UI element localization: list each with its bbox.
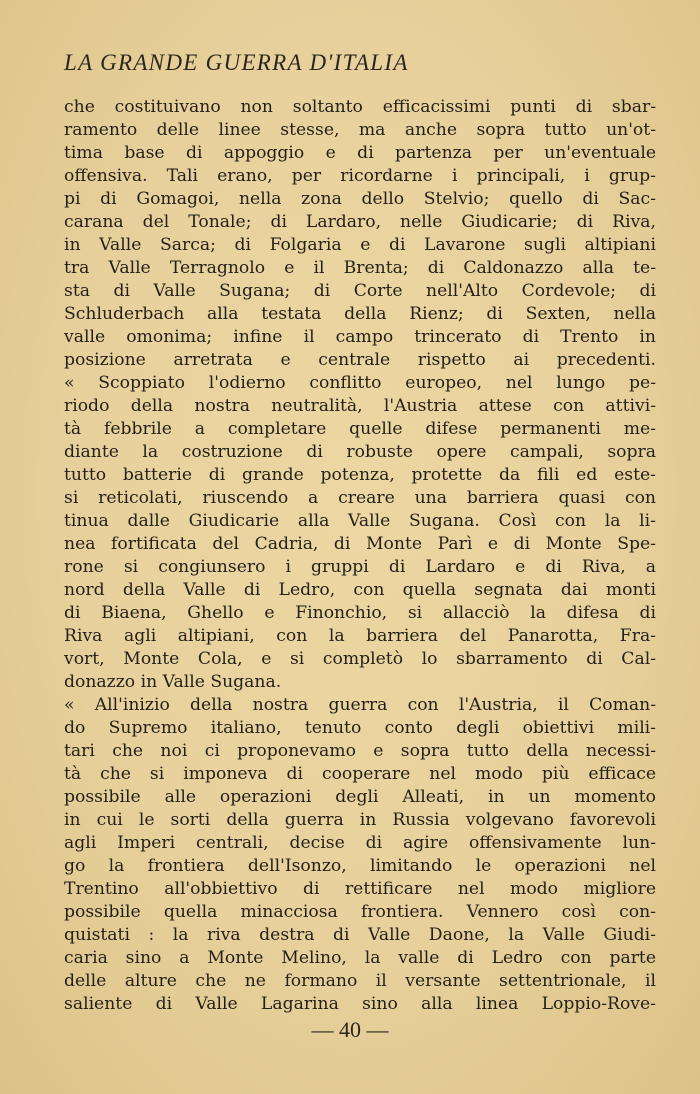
running-head: LA GRANDE GUERRA D'ITALIA bbox=[64, 50, 409, 75]
text-line: caria sino a Monte Melino, la valle di Ledro con parte bbox=[64, 948, 656, 968]
text-line: che costituivano non soltanto efficacissimi punti di sbar- bbox=[64, 97, 656, 117]
text-line: Schluderbach alla testata della Rienz; di Sexten, nella bbox=[64, 304, 656, 324]
text-line: quistati : la riva destra di Valle Daone, la Valle Giudi- bbox=[64, 925, 656, 945]
text-line: tutto batterie di grande potenza, protette da fili ed este- bbox=[64, 465, 656, 485]
text-line: valle omonima; infine il campo trincerato di Trento in bbox=[64, 327, 656, 347]
text-line: sta di Valle Sugana; di Corte nell'Alto Cordevole; di bbox=[64, 281, 656, 301]
text-line: carana del Tonale; di Lardaro, nelle Giudicarie; di Riva, bbox=[64, 212, 656, 232]
text-line: Riva agli altipiani, con la barriera del Panarotta, Fra- bbox=[64, 626, 656, 646]
text-line: nea fortificata del Cadria, di Monte Parì e di Monte Spe- bbox=[64, 534, 656, 554]
body-text bbox=[64, 96, 656, 1016]
text-line: rone si congiunsero i gruppi di Lardaro e di Riva, a bbox=[64, 557, 656, 577]
text-line: tra Valle Terragnolo e il Brenta; di Caldonazzo alla te- bbox=[64, 258, 656, 278]
text-line: Trentino all'obbiettivo di rettificare nel modo migliore bbox=[64, 879, 656, 899]
text-line: saliente di Valle Lagarina sino alla linea Loppio-Rove- bbox=[64, 994, 656, 1014]
text-line: posizione arretrata e centrale rispetto ai precedenti. bbox=[64, 350, 656, 370]
text-line: agli Imperi centrali, decise di agire offensivamente lun- bbox=[64, 833, 656, 853]
text-line: tinua dalle Giudicarie alla Valle Sugana. Così con la li- bbox=[64, 511, 656, 531]
text-line: go la frontiera dell'Isonzo, limitando le operazioni nel bbox=[64, 856, 656, 876]
text-line: pi di Gomagoi, nella zona dello Stelvio; quello di Sac- bbox=[64, 189, 656, 209]
text-line: « Scoppiato l'odierno conflitto europeo, nel lungo pe- bbox=[64, 373, 656, 393]
text-line: delle alture che ne formano il versante settentrionale, il bbox=[64, 971, 656, 991]
text-line: vort, Monte Cola, e si completò lo sbarramento di Cal- bbox=[64, 649, 656, 669]
text-line: donazzo in Valle Sugana. bbox=[64, 672, 282, 692]
text-line: si reticolati, riuscendo a creare una barriera quasi con bbox=[64, 488, 656, 508]
text-line: ramento delle linee stesse, ma anche sopra tutto un'ot- bbox=[64, 120, 656, 140]
text-line: tari che noi ci proponevamo e sopra tutto della necessi- bbox=[64, 741, 656, 761]
text-line: possibile alle operazioni degli Alleati, in un momento bbox=[64, 787, 656, 807]
text-line: tà febbrile a completare quelle difese permanenti me- bbox=[64, 419, 656, 439]
text-line: tima base di appoggio e di partenza per un'eventuale bbox=[64, 143, 656, 163]
text-line: do Supremo italiano, tenuto conto degli obiettivi mili- bbox=[64, 718, 656, 738]
text-line: « All'inizio della nostra guerra con l'Austria, il Coman- bbox=[64, 695, 656, 715]
text-line: di Biaena, Ghello e Finonchio, si allacciò la difesa di bbox=[64, 603, 656, 623]
text-line: diante la costruzione di robuste opere campali, sopra bbox=[64, 442, 656, 462]
text-line: in cui le sorti della guerra in Russia volgevano favorevoli bbox=[64, 810, 656, 830]
text-line: tà che si imponeva di cooperare nel modo più efficace bbox=[64, 764, 656, 784]
text-line: riodo della nostra neutralità, l'Austria attese con attivi- bbox=[64, 396, 656, 416]
page-number: — 40 — bbox=[311, 1017, 389, 1042]
text-line: nord della Valle di Ledro, con quella segnata dai monti bbox=[64, 580, 656, 600]
text-line: in Valle Sarca; di Folgaria e di Lavarone sugli altipiani bbox=[64, 235, 656, 255]
text-line: possibile quella minacciosa frontiera. Vennero così con- bbox=[64, 902, 656, 922]
text-line: offensiva. Tali erano, per ricordarne i principali, i grup- bbox=[64, 166, 656, 186]
